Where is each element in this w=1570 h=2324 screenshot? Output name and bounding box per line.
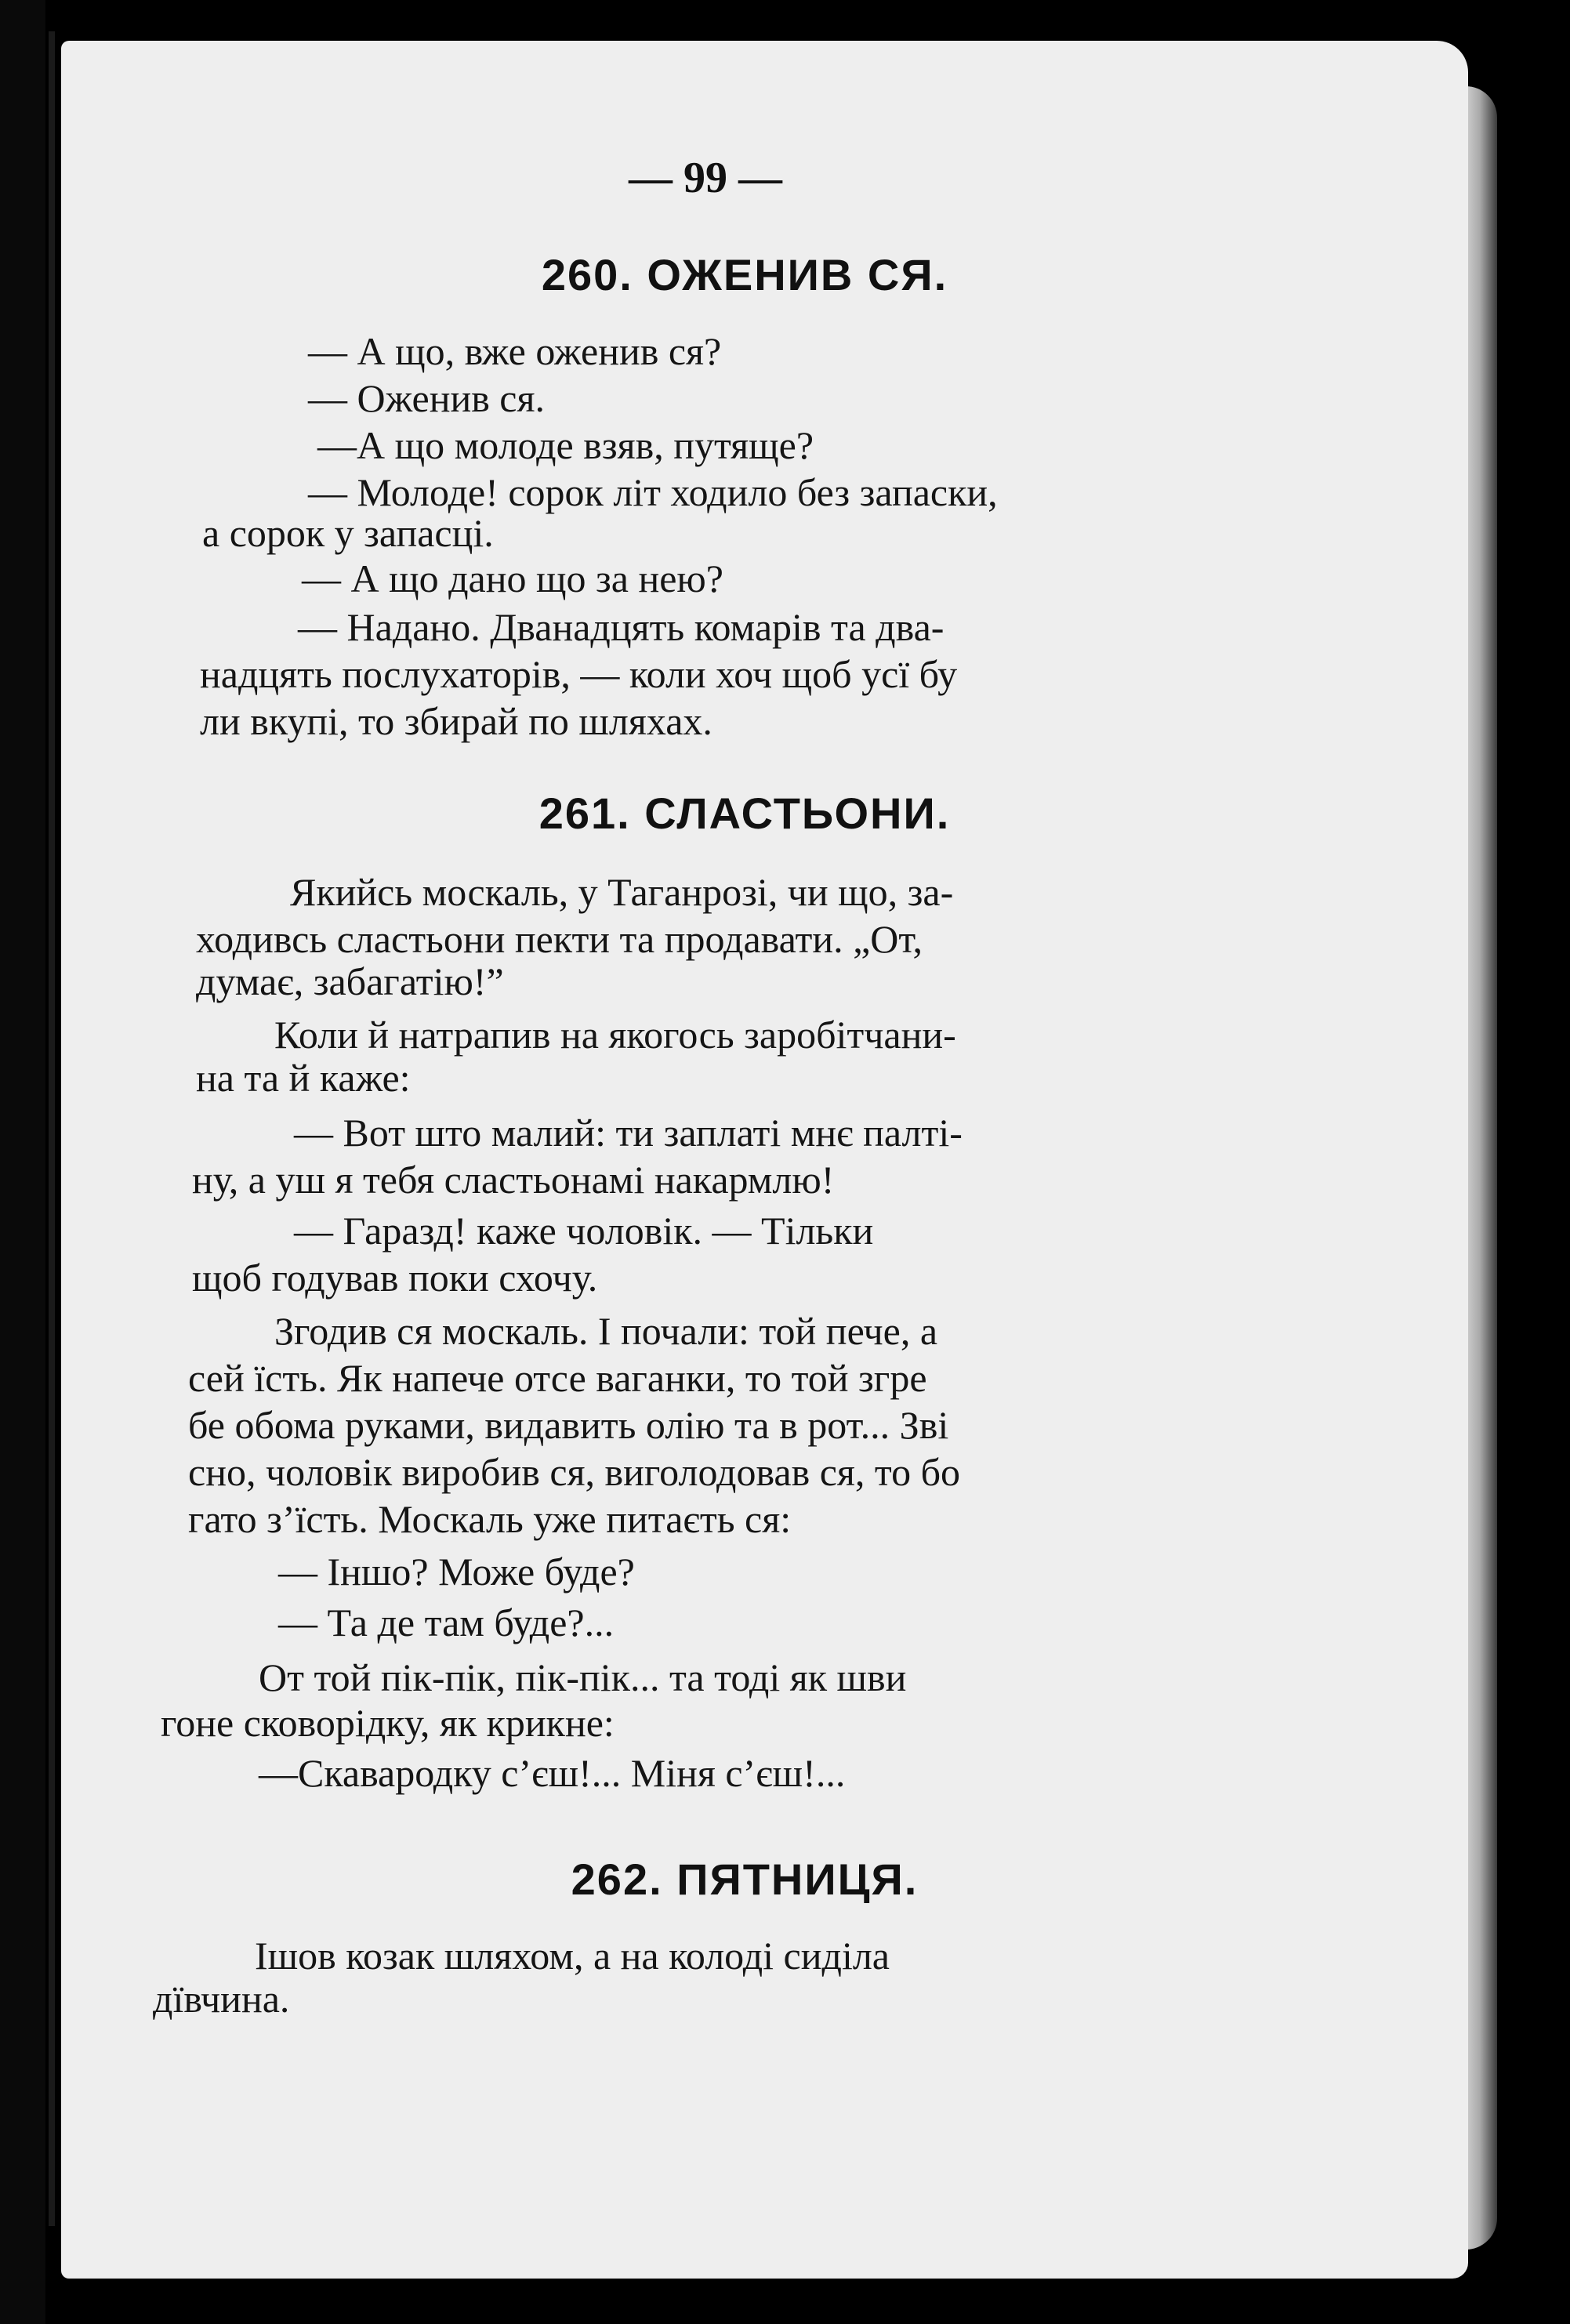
text-line: —Скавародку с’єш!... Міня с’єш!... (259, 1751, 846, 1795)
text-line: — Надано. Дванадцять комарів та два- (298, 605, 945, 649)
text-line: гоне сковорідку, як крикне: (161, 1701, 615, 1745)
text-line: — Іншо? Може буде? (278, 1550, 635, 1593)
section-262-title: 262. ПЯТНИЦЯ. (571, 1854, 919, 1904)
text-line: От той пік-пік, пік-пік... та тоді як шви (259, 1655, 907, 1699)
section-261-title: 261. СЛАСТЬОНИ. (538, 789, 951, 838)
text-line: — Та де там буде?... (278, 1601, 615, 1644)
text-line: Ішов козак шляхом, а на колоді сиділа (255, 1934, 890, 1978)
text-line: ну, а уш я тебя сластьонамі накармлю! (192, 1158, 835, 1202)
text-line: щоб годував поки схочу. (192, 1256, 598, 1300)
text-line: бе обома руками, видавить олію та в рот... Зві (188, 1403, 949, 1447)
text-line: — Молоде! сорок літ ходило без запаски, (308, 470, 998, 514)
text-line: на та й каже: (196, 1056, 411, 1100)
text-line: ходивсь сластьони пекти та продавати. „От, (196, 917, 923, 961)
section-260-title: 260. ОЖЕНИВ СЯ. (541, 250, 948, 299)
text-line: сей їсть. Як напече отсе ваганки, то той згре (188, 1356, 927, 1400)
text-line: сно, чоловік виробив ся, виголодовав ся, то бо (188, 1450, 961, 1494)
text-line: ли вкупі, то збирай по шляхах. (200, 699, 712, 743)
text-line: Якийсь москаль, у Таганрозі, чи що, за- (290, 870, 954, 914)
page-number: — 99 — (629, 154, 782, 202)
text-line: гато з’їсть. Москаль уже питаєть ся: (188, 1497, 792, 1541)
text-line: — Гаразд! каже чоловік. — Тільки (294, 1209, 874, 1253)
text-line: — А що, вже оженив ся? (308, 329, 722, 373)
text-line: Згодив ся москаль. І почали: той пече, а (274, 1309, 938, 1353)
text-line: — Вот што малий: ти заплаті мнє палті- (294, 1111, 963, 1155)
text-line: — Оженив ся. (308, 376, 546, 420)
text-line: а сорок у запасці. (202, 511, 494, 555)
text-line: Коли й натрапив на якогось заробітчани- (274, 1013, 956, 1057)
text-line: дївчина. (153, 1977, 290, 2021)
text-line: —А що молоде взяв, путяще? (317, 423, 814, 467)
text-line: думає, забагатію!” (196, 959, 504, 1003)
text-line: надцять послухаторів, — коли хоч щоб усї бу (200, 652, 958, 696)
text-line: — А що дано що за нею? (302, 557, 723, 600)
